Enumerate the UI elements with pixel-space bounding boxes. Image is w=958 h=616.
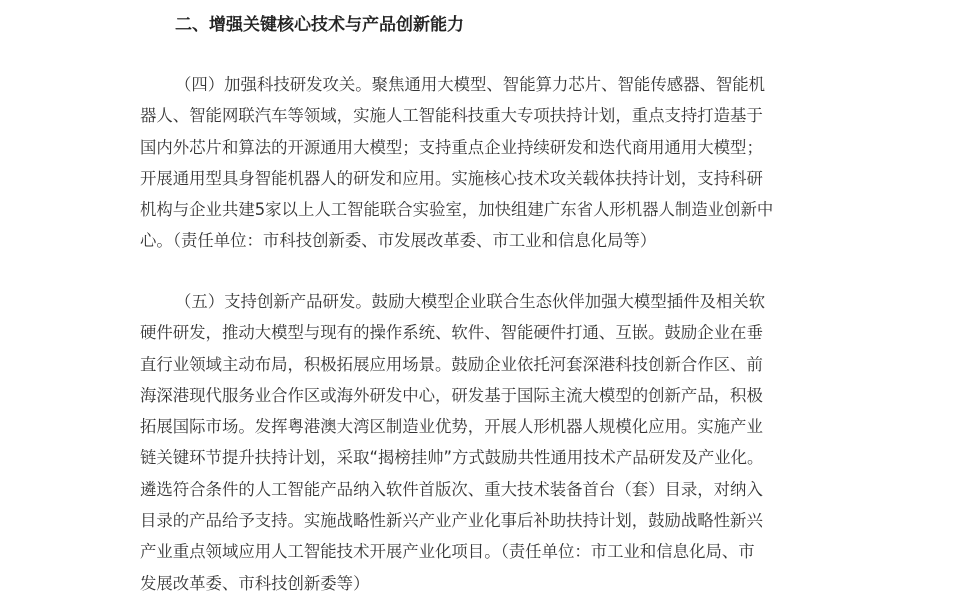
text-line: 产业重点领域应用人工智能技术开展产业化项目。（责任单位：市工业和信息化局、市 <box>140 542 755 562</box>
section-heading: 二、增强关键核心技术与产品创新能力 <box>175 15 464 35</box>
text-line: 目录的产品给予支持。实施战略性新兴产业产业化事后补助扶持计划，鼓励战略性新兴 <box>140 511 763 531</box>
text-line: 发展改革委、市科技创新委等） <box>140 573 370 593</box>
text-line: 链关键环节提升扶持计划，采取“揭榜挂帅”方式鼓励共性通用技术产品研发及产业化。 <box>140 448 764 468</box>
text-line: 机构与企业共建5家以上人工智能联合实验室，加快组建广东省人形机器人制造业创新中 <box>140 200 774 220</box>
paragraph-5 <box>140 286 830 599</box>
text-line: （四）加强科技研发攻关。聚焦通用大模型、智能算力芯片、智能传感器、智能机 <box>175 75 766 94</box>
text-line: 遴选符合条件的人工智能产品纳入软件首版次、重大技术装备首台（套）目录，对纳入 <box>140 479 763 499</box>
text-line: （五）支持创新产品研发。鼓励大模型企业联合生态伙伴加强大模型插件及相关软 <box>175 292 766 311</box>
text-line: 硬件研发，推动大模型与现有的操作系统、软件、智能硬件打通、互嵌。鼓励企业在垂 <box>140 323 763 343</box>
text-line: 开展通用型具身智能机器人的研发和应用。实施核心技术攻关载体扶持计划，支持科研 <box>140 168 763 188</box>
text-line: 国内外芯片和算法的开源通用大模型；支持重点企业持续研发和迭代商用通用大模型； <box>140 137 763 157</box>
text-line: 心。（责任单位：市科技创新委、市发展改革委、市工业和信息化局等） <box>140 231 657 251</box>
text-line: 直行业领域主动布局，积极拓展应用场景。鼓励企业依托河套深港科技创新合作区、前 <box>140 354 763 374</box>
paragraph-4 <box>140 69 830 257</box>
text-line: 器人、智能网联汽车等领域，实施人工智能科技重大专项扶持计划，重点支持打造基于 <box>140 106 763 126</box>
text-line: 拓展国际市场。发挥粤港澳大湾区制造业优势，开展人形机器人规模化应用。实施产业 <box>140 417 763 437</box>
text-line: 海深港现代服务业合作区或海外研发中心，研发基于国际主流大模型的创新产品，积极 <box>140 385 763 405</box>
